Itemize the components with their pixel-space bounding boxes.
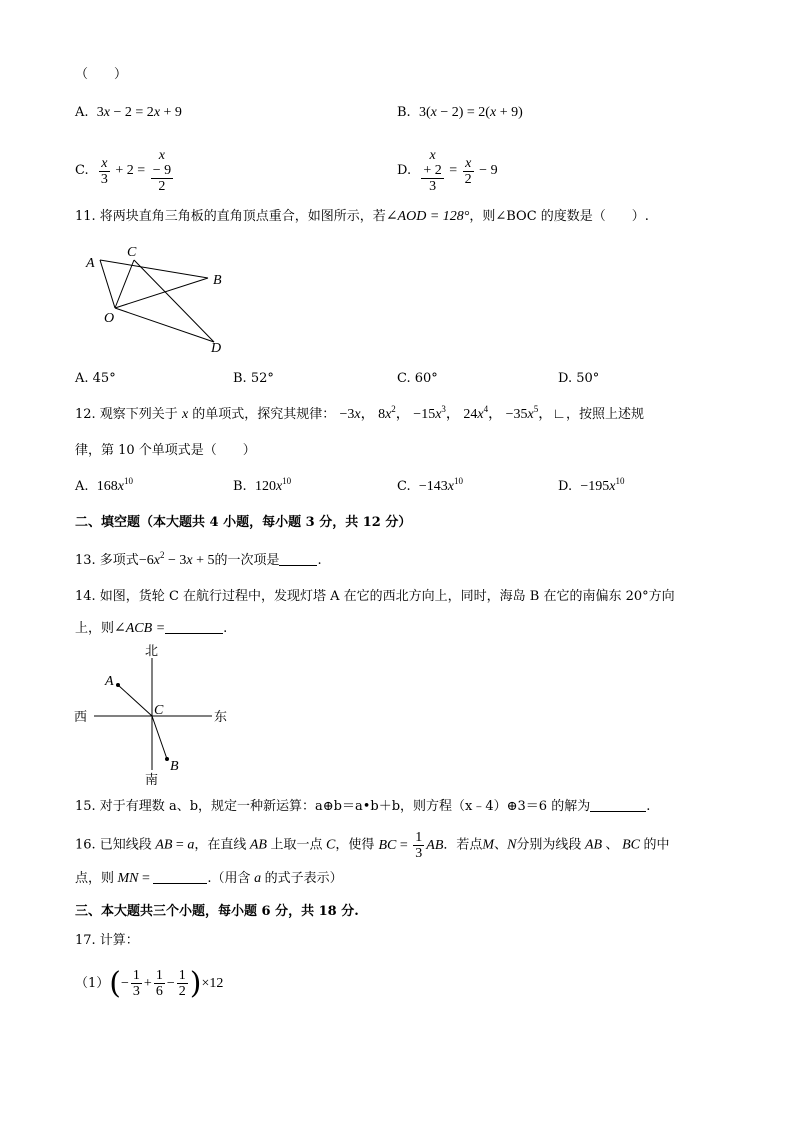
ray-ca bbox=[118, 685, 152, 716]
q11-option-c: C. 60° bbox=[397, 371, 438, 386]
q10-option-d: D. x + 2 3 = $\frac{x}{2}$ − 9 bbox=[397, 148, 498, 194]
q12-option-b: B. $120x^{10}$ bbox=[233, 476, 292, 494]
q17-title: 17. 计算： bbox=[75, 933, 139, 948]
section-2-title: 二、填空题（本大题共 4 小题，每小题 3 分，共 12 分） bbox=[75, 515, 412, 530]
q16-answer-blank[interactable] bbox=[153, 869, 207, 884]
q12-sequence: −3x， $8x^2$， $-15x^3$， $24x^4$， $-35x^5$，∟ bbox=[339, 404, 566, 422]
segment-od bbox=[115, 308, 214, 342]
q14-question-line2: 上，则∠ACB = . bbox=[75, 621, 228, 636]
q10-option-c: C. $\frac{x}{3}$ + 2 = x − 9 2 bbox=[75, 148, 175, 194]
label-b: B bbox=[170, 759, 179, 774]
q10-option-d-equation: x + 2 3 = $\frac{x}{2}$ − 9 bbox=[423, 148, 498, 194]
section-3-title: 三、本大题共三个小题，每小题 6 分，共 18 分. bbox=[75, 904, 359, 919]
label-east: 东 bbox=[214, 709, 228, 724]
q11-question: 11. 将两块直角三角板的直角顶点重合，如图所示，若∠AOD = 128°，则∠BOC 的度数是（ ）. bbox=[75, 209, 649, 224]
label-c: C bbox=[127, 245, 137, 260]
label-o: O bbox=[104, 311, 115, 326]
segment-ab bbox=[100, 260, 208, 278]
label-d: D bbox=[211, 341, 222, 356]
q11-condition: ∠AOD = 128° bbox=[385, 209, 470, 224]
segment-co bbox=[115, 260, 134, 308]
q15-question: 15. 对于有理数 a、b，规定一种新运算：a⊕b＝a•b＋b，则方程（x﹣4）⊕3＝6 的解为 . bbox=[75, 799, 651, 814]
q17-subproblem-1: （1）(− $\frac{1}{3}$ + $\frac{1}{6}$ − $\frac{1}{2}$ )×12 bbox=[75, 965, 224, 1001]
q13-answer-blank[interactable] bbox=[279, 551, 317, 566]
q10-answer-paren: （ ） bbox=[75, 67, 128, 82]
q14-compass-figure bbox=[70, 640, 250, 785]
q10-option-a: A. 3x − 2 = 2x + 9 bbox=[75, 105, 182, 120]
label-a: A bbox=[86, 256, 95, 271]
q11-option-d: D. 50° bbox=[558, 371, 600, 386]
q11-triangle-figure bbox=[80, 240, 240, 360]
label-b: B bbox=[213, 273, 222, 288]
q12-option-a: A. $168x^{10}$ bbox=[75, 476, 134, 494]
q10-option-b: B. 3(x − 2) = 2(x + 9) bbox=[397, 105, 523, 120]
q16-question-line2: 点，则 MN = .（用含 a 的式子表示） bbox=[75, 871, 343, 886]
label-north: 北 bbox=[145, 643, 159, 658]
label-west: 西 bbox=[74, 709, 88, 724]
q11-option-b: B. 52° bbox=[233, 371, 274, 386]
q10-option-c-equation: $\frac{x}{3}$ + 2 = x − 9 2 bbox=[100, 148, 172, 194]
q11-option-a: A. 45° bbox=[75, 371, 116, 386]
q14-question-line1: 14. 如图，货轮 C 在航行过程中，发现灯塔 A 在它的西北方向上，同时，海岛 B 在它的南偏东 20°方向 bbox=[75, 589, 675, 604]
q13-question: 13. 多项式$-6x^2 - 3x + 5$的一次项是 . bbox=[75, 550, 322, 568]
q10-option-a-equation: 3x − 2 = 2x + 9 bbox=[96, 105, 182, 120]
q15-answer-blank[interactable] bbox=[590, 797, 646, 812]
q12-option-d: D. $-195x^{10}$ bbox=[558, 476, 625, 494]
label-south: 南 bbox=[145, 772, 159, 785]
segment-ao bbox=[100, 260, 115, 308]
point-b bbox=[165, 757, 169, 761]
q16-question-line1: 16. 已知线段 AB = a，在直线 AB 上取一点 C，使得 BC = $\frac{1}{3}$ AB．若点M、N分别为线段 AB 、 BC 的中 bbox=[75, 830, 670, 861]
q14-answer-blank[interactable] bbox=[165, 619, 223, 634]
q10-option-b-equation: 3(x − 2) = 2(x + 9) bbox=[418, 105, 523, 120]
segment-ob bbox=[115, 278, 208, 308]
label-a: A bbox=[105, 674, 114, 689]
ray-cb bbox=[152, 716, 167, 759]
point-a bbox=[116, 683, 120, 687]
q13-polynomial: $-6x^2 - 3x + 5$ bbox=[138, 550, 215, 568]
q12-question-line1: 12. 观察下列关于 x 的单项式，探究其规律： −3x， $8x^2$， $-15x^3$， $24x^4$， $-35x^5$，∟，按照上述规 bbox=[75, 404, 644, 422]
label-c: C bbox=[154, 703, 164, 718]
q12-question-line2: 律，第 10 个单项式是（ ） bbox=[75, 443, 256, 458]
q12-option-c: C. $-143x^{10}$ bbox=[397, 476, 464, 494]
